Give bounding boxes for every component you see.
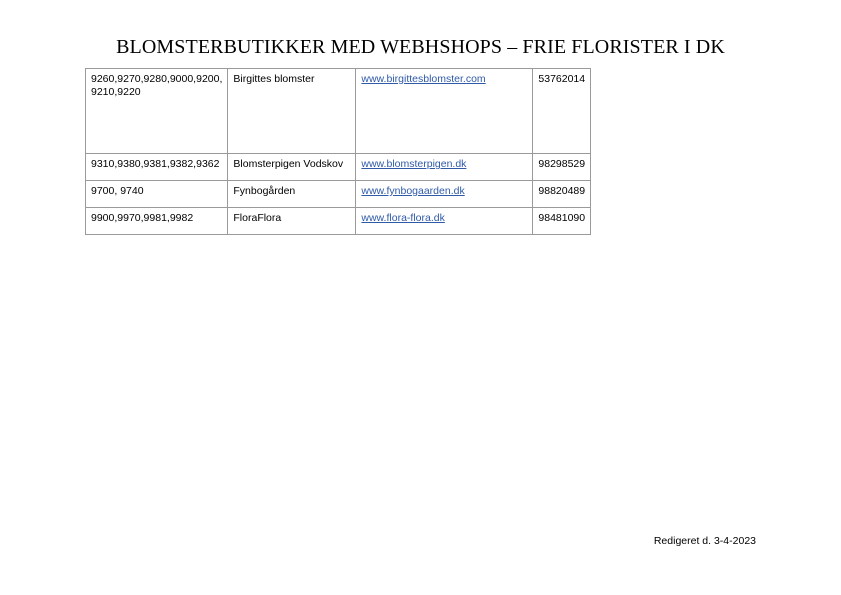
edited-date-note: Redigeret d. 3-4-2023: [653, 535, 756, 547]
website-link[interactable]: www.fynbogaarden.dk: [361, 185, 465, 197]
phone-cell: 53762014: [533, 69, 591, 154]
shop-name-cell: Birgittes blomster: [228, 69, 356, 154]
table-row: [86, 69, 591, 154]
website-cell: [356, 208, 533, 235]
website-cell: [356, 181, 533, 208]
website-cell: [356, 69, 533, 154]
table-row: [86, 208, 591, 235]
shop-name-cell: Blomsterpigen Vodskov: [228, 154, 356, 181]
page-title: BLOMSTERBUTIKKER MED WEBHSHOPS – FRIE FLORISTER I DK: [116, 36, 725, 58]
florist-table: [85, 68, 591, 235]
zip-codes-cell: 9310,9380,9381,9382,9362: [86, 154, 228, 181]
shop-name-cell: FloraFlora: [228, 208, 356, 235]
zip-codes-cell: 9900,9970,9981,9982: [86, 208, 228, 235]
website-cell: [356, 154, 533, 181]
website-link[interactable]: www.birgittesblomster.com: [361, 73, 486, 85]
phone-cell: 98298529: [533, 154, 591, 181]
table-row: [86, 154, 591, 181]
website-link[interactable]: www.blomsterpigen.dk: [361, 158, 467, 170]
table-row: [86, 181, 591, 208]
website-link[interactable]: www.flora-flora.dk: [361, 212, 445, 224]
zip-codes-cell: 9260,9270,9280,9000,9200, 9210,9220: [86, 69, 228, 154]
phone-cell: 98481090: [533, 208, 591, 235]
phone-cell: 98820489: [533, 181, 591, 208]
shop-name-cell: Fynbogården: [228, 181, 356, 208]
zip-codes-cell: 9700, 9740: [86, 181, 228, 208]
